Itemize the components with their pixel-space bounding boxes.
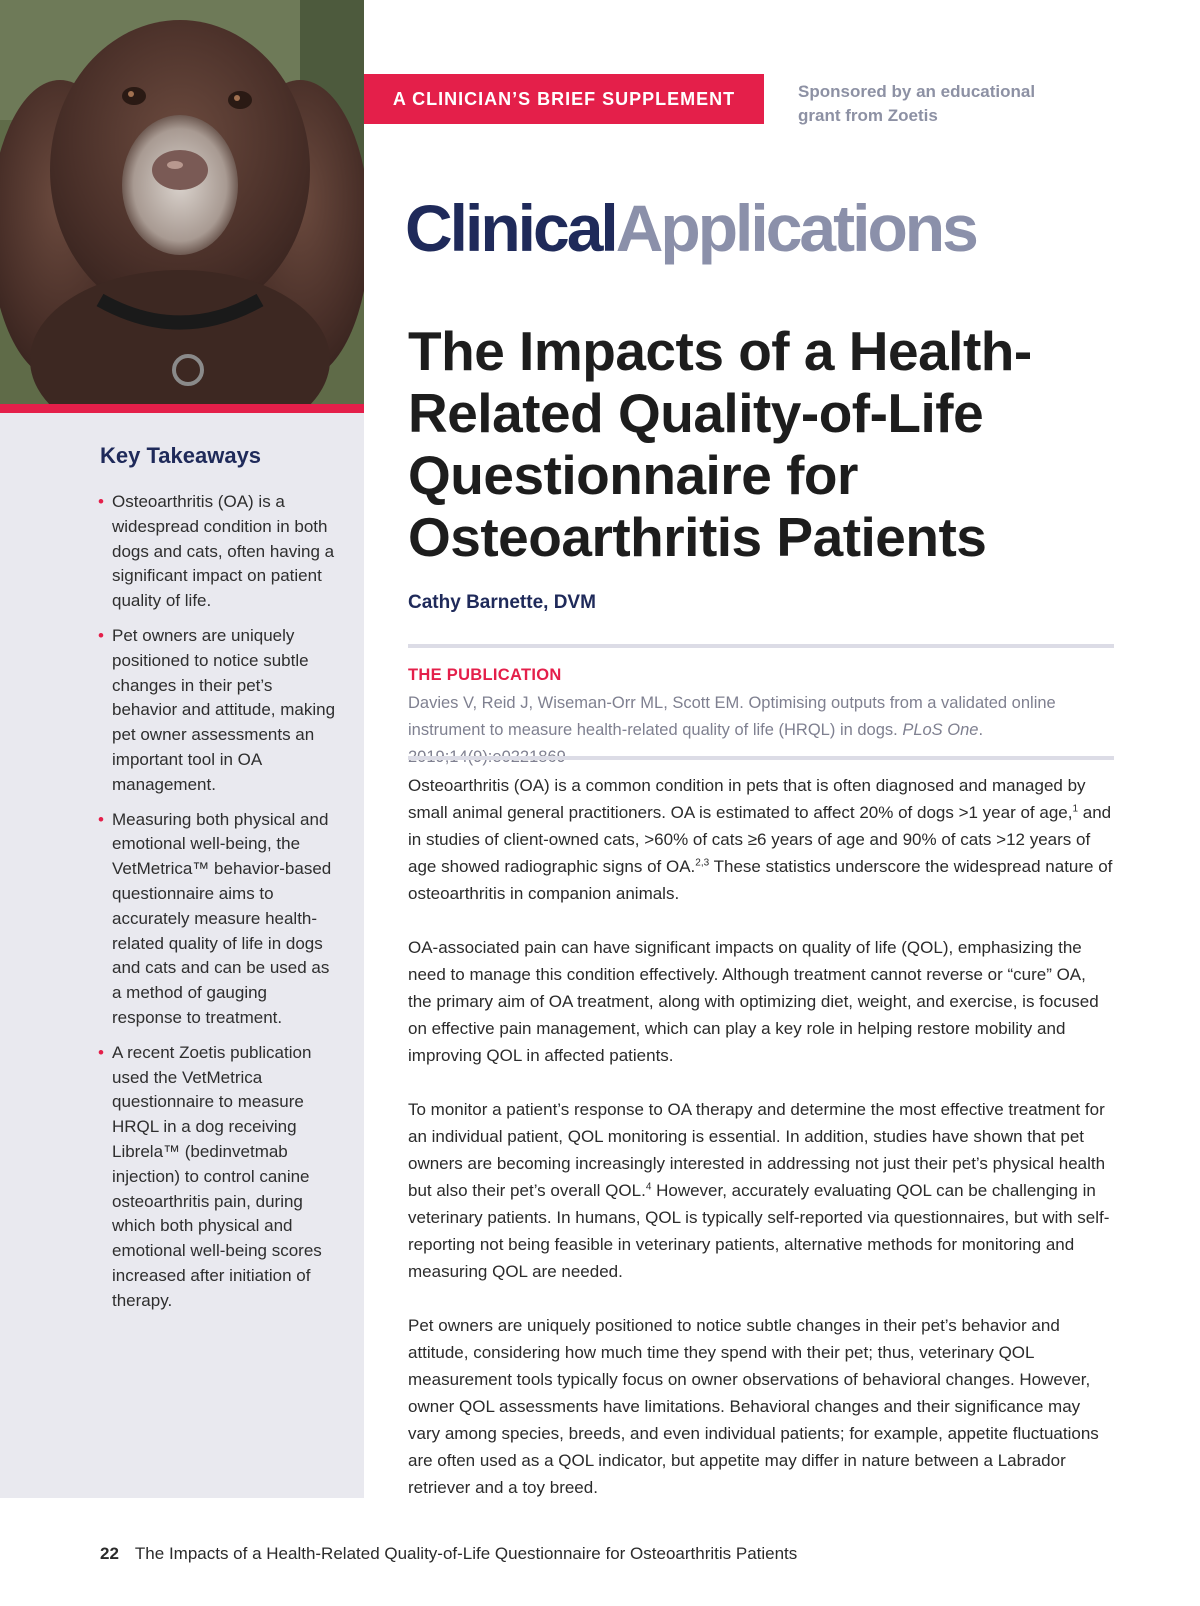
photo-accent-rule (0, 404, 364, 413)
article-body (408, 772, 1114, 1528)
sponsor-line: Sponsored by an educational (798, 82, 1036, 101)
bullet-icon: • (98, 1042, 104, 1062)
citation-superscript: 1 (1072, 803, 1079, 815)
list-item (96, 624, 336, 798)
running-title: The Impacts of a Health-Related Quality-of-Life Questionnaire for Osteoarthritis Patients (134, 1544, 798, 1563)
paragraph-text: These statistics underscore the widespread nature of osteoarthritis in companion animals. (408, 857, 1113, 903)
page-number: 22 (100, 1544, 119, 1563)
paragraph-text: Osteoarthritis (OA) is a common condition in pets that is often diagnosed and managed by small animal general practitioners. OA is estimated to affect 20% of dogs >1 year of age, (408, 776, 1086, 822)
brand-part-clinical: Clinical (405, 191, 616, 265)
list-item (96, 490, 336, 614)
divider (408, 756, 1114, 760)
paragraph-text: To monitor a patient’s response to OA therapy and determine the most effective treatment for an individual patient, QOL monitoring is essential. In addition, studies have shown that pet owners are becoming increasingly interested in addressing not just their pet’s physical health but also their pet’s overall QOL. (408, 1100, 1106, 1200)
list-item-text: Pet owners are uniquely positioned to notice subtle changes in their pet’s behavior and attitude, making pet owner assessments an important tool in OA management. (112, 625, 336, 794)
sponsor-note (798, 80, 1058, 128)
publication-label: THE PUBLICATION (408, 666, 562, 684)
divider (408, 644, 1114, 648)
list-item-text: A recent Zoetis publication used the VetMetrica questionnaire to measure HRQL in a dog receiving Librela™ (bedinvetmab injection) to control canine osteoarthritis pain, during which both physical and emotional well-being scores increased after initiation of therapy. (112, 1042, 322, 1310)
dog-photo-icon (0, 0, 364, 404)
article-title: The Impacts of a Health-Related Quality-of-Life Questionnaire for Osteoarthritis Patients (408, 320, 1032, 568)
body-paragraph (408, 1096, 1114, 1285)
list-item (96, 808, 336, 1031)
body-paragraph: OA-associated pain can have significant impacts on quality of life (QOL), emphasizing the need to manage this condition effectively. Although treatment cannot reverse or “cure” OA, the primary aim of OA treatment, along with optimizing diet, weight, and exercise, is focused on effective pain management, which can play a key role in helping restore mobility and improving QOL in affected patients. (408, 938, 1099, 1065)
sponsor-line: grant from Zoetis (798, 106, 938, 125)
list-item (96, 1041, 336, 1314)
citation-superscript: 4 (645, 1181, 652, 1193)
list-item-text: Osteoarthritis (OA) is a widespread condition in both dogs and cats, often having a significant impact on patient quality of life. (112, 492, 335, 611)
article-author: Cathy Barnette, DVM (408, 592, 596, 613)
citation-main: Davies V, Reid J, Wiseman-Orr ML, Scott EM. Optimising outputs from a validated online instrument to measure health-related quality of life (HRQL) in dogs. (408, 694, 1056, 739)
body-paragraph: Pet owners are uniquely positioned to notice subtle changes in their pet’s behavior and attitude, considering how much time they spend with their pet; thus, veterinary QOL measurement tools typically focus on owner observations of behavioral changes. However, owner QOL assessments have limitations. Behavioral changes and their significance may vary among species, breeds, and even individual patients; for example, appetite fluctuations are often used as a QOL indicator, but appetite may differ in nature between a Labrador retriever and a toy breed. (408, 1316, 1099, 1497)
bullet-icon: • (98, 625, 104, 645)
brand-part-applications: Applications (615, 191, 976, 265)
key-takeaways-title: Key Takeaways (100, 443, 262, 468)
dog-photo (0, 0, 364, 404)
paragraph-text: and in studies of client-owned cats, >60% of cats ≥6 years of age and 90% of cats >12 years of age showed radiographic signs of OA. (408, 803, 1112, 876)
supplement-banner: A CLINICIAN’S BRIEF SUPPLEMENT (364, 74, 764, 124)
key-takeaways-list (96, 490, 336, 1324)
citation-tail: . (978, 721, 984, 739)
paragraph-text: However, accurately evaluating QOL can be challenging in veterinary patients. In humans, QOL is typically self-reported via questionnaires, but with self-reporting not being feasible in veterinary patients, alternative methods for monitoring and measuring QOL are needed. (408, 1181, 1110, 1281)
list-item-text: Measuring both physical and emotional well-being, the VetMetrica™ behavior-based questionnaire aims to accurately measure health-related quality of life in dogs and cats and can be used as a method of gauging response to treatment. (112, 809, 332, 1027)
section-brand (405, 188, 976, 268)
citation-journal: PLoS One (902, 721, 979, 739)
page-footer (100, 1544, 797, 1564)
body-paragraph (408, 772, 1114, 907)
bullet-icon: • (98, 809, 104, 829)
bullet-icon: • (98, 492, 104, 511)
citation-superscript: 2,3 (695, 857, 710, 869)
